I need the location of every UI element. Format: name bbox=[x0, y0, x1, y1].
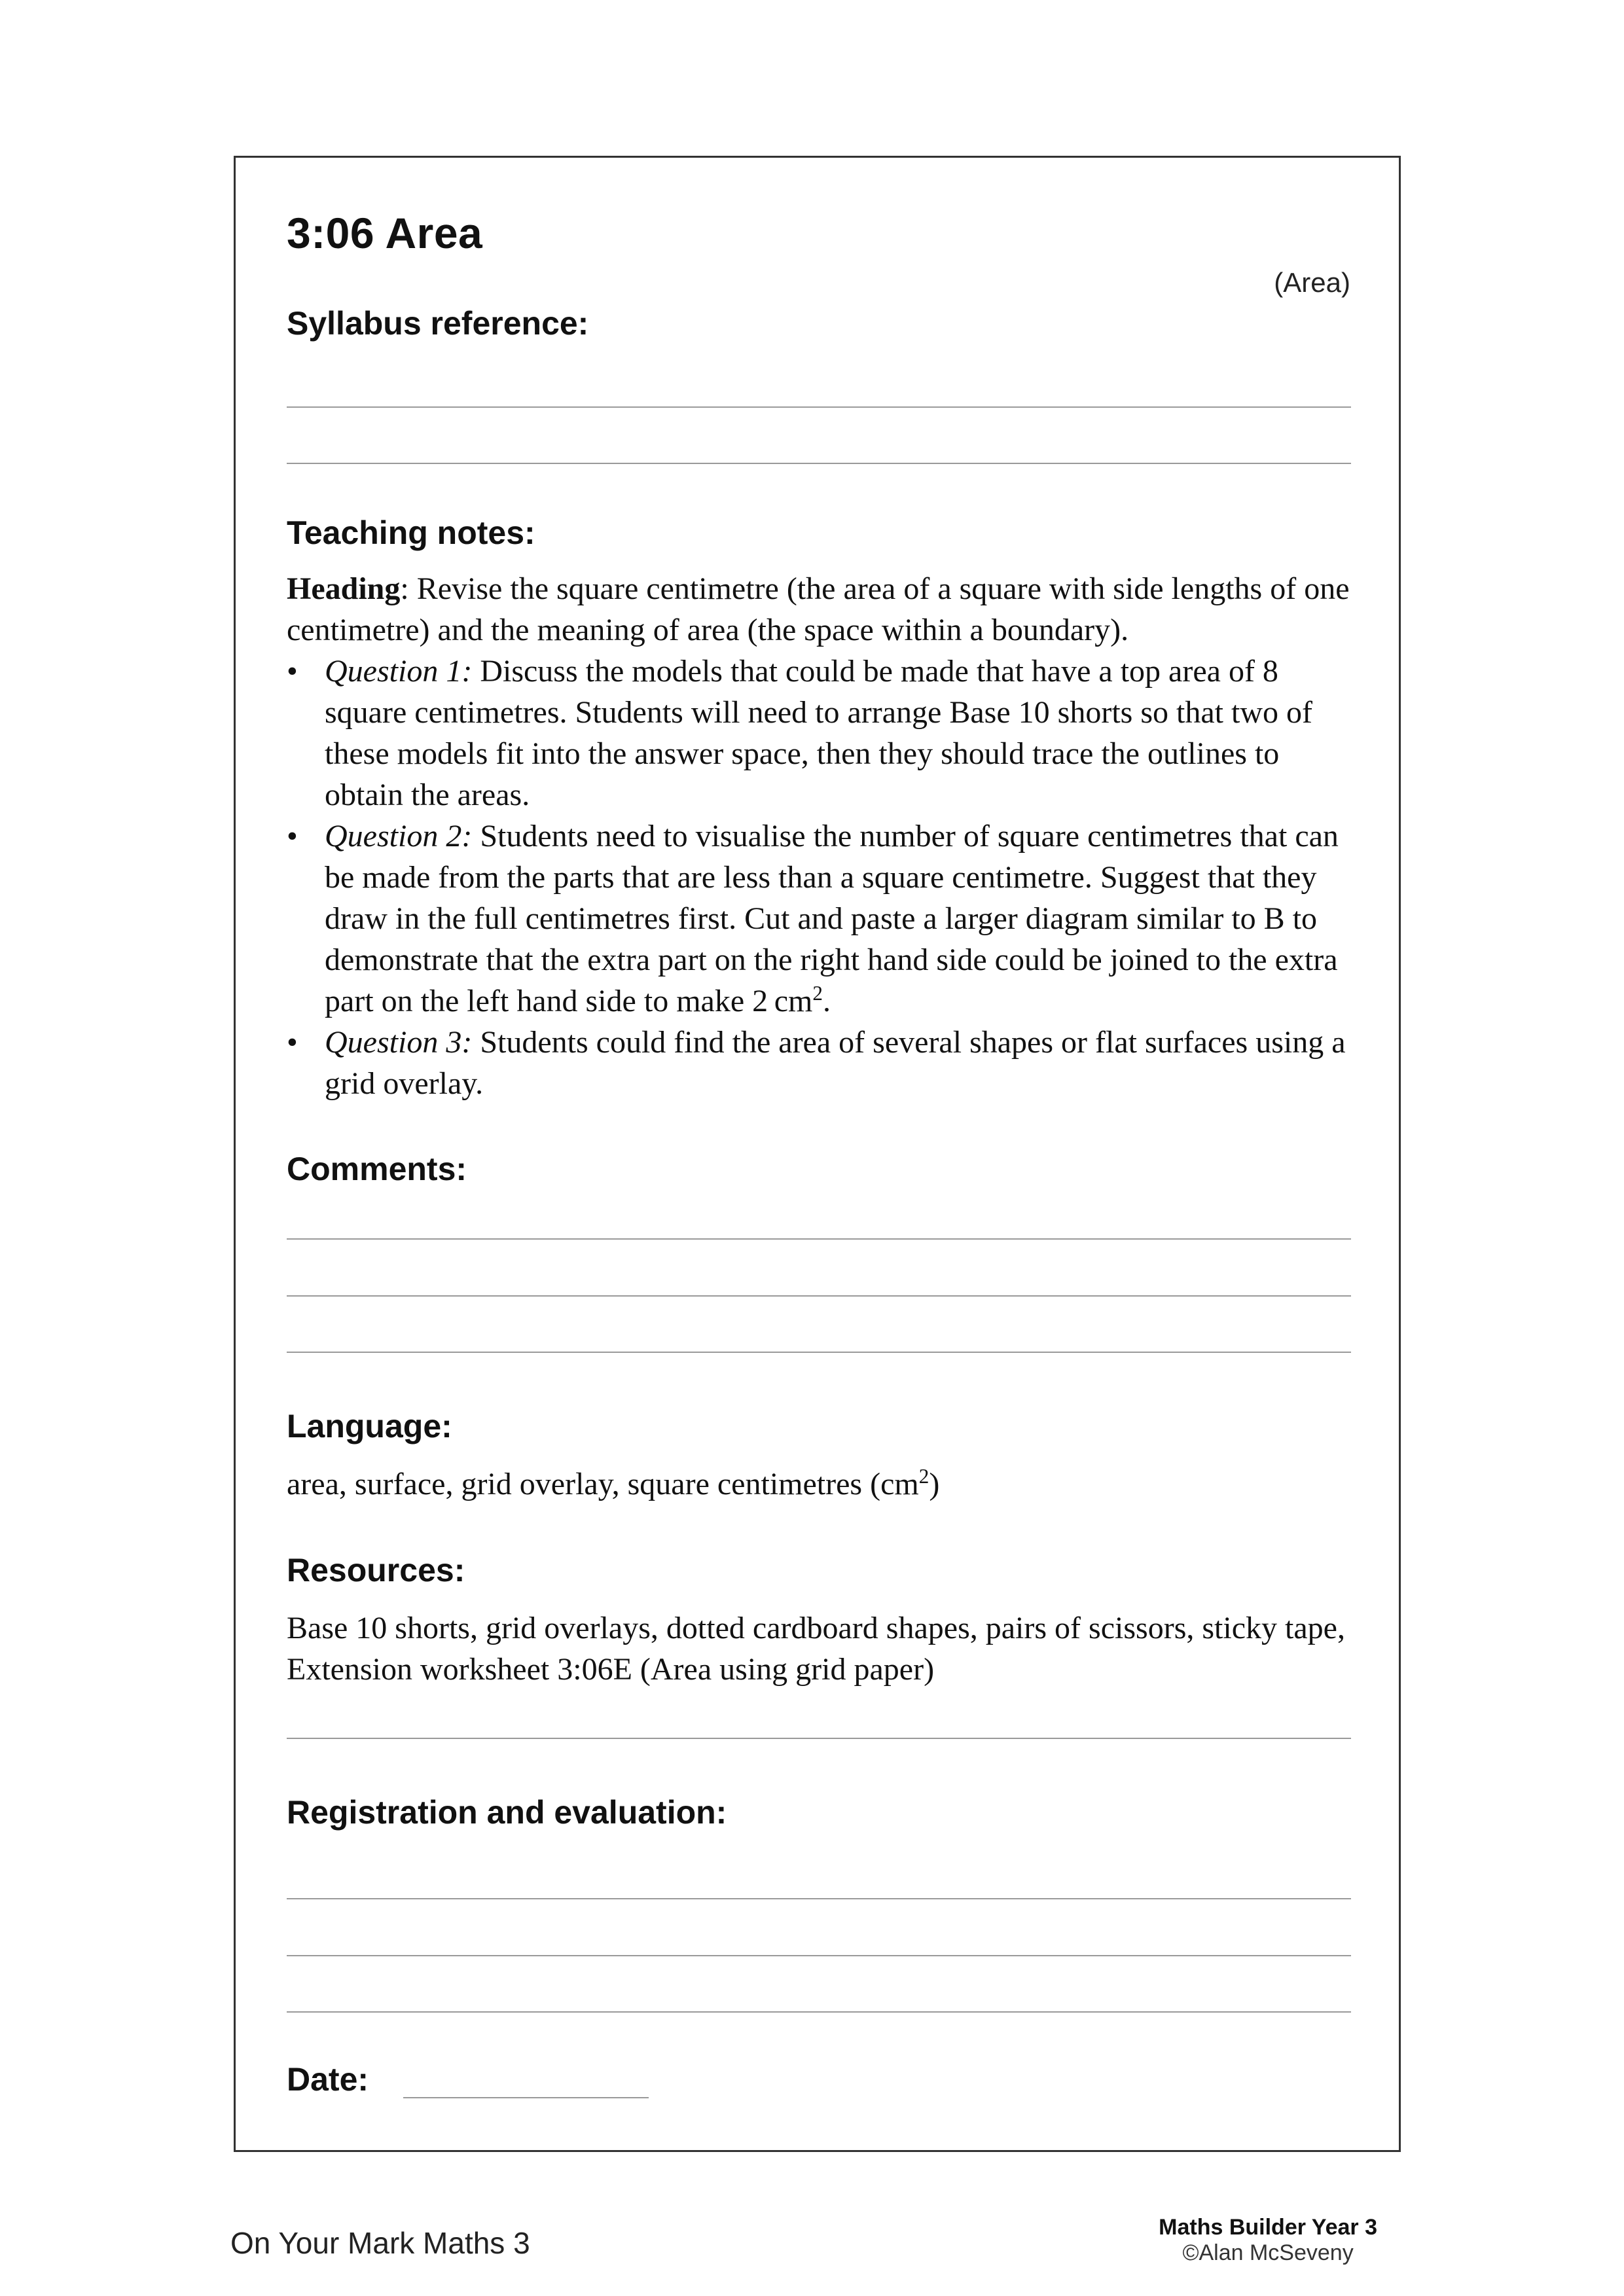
comments-line-2[interactable] bbox=[287, 1295, 1351, 1297]
syllabus-heading: Syllabus reference: bbox=[287, 305, 589, 342]
page-title: 3:06 Area bbox=[287, 209, 483, 257]
intro-text: : Revise the square centimetre (the area of a square with side lengths of one centimetre) and the meaning of area (the space within a boundary). bbox=[287, 571, 1350, 647]
question-text: Discuss the models that could be made that have a top area of 8 square centimetres. Students will need to arrange Base 10 shorts so that two of these models fit into the answer space, then they should trace the outlines to obtain the areas. bbox=[325, 654, 1312, 812]
comments-heading: Comments: bbox=[287, 1151, 467, 1187]
registration-line-3[interactable] bbox=[287, 2011, 1351, 2013]
resources-line[interactable] bbox=[287, 1738, 1351, 1739]
question-text: Students need to visualise the number of square centimetres that can be made from the parts that are less than a square centimetre. Suggest that they draw in the full centimetres first. Cut and paste a larger diagram similar to B to demonstrate that the extra part on the right hand side could be joined to the extra part on the left hand side to make 2 cm bbox=[325, 819, 1339, 1018]
question-notes-list bbox=[287, 651, 1360, 1104]
superscript: 2 bbox=[812, 981, 823, 1005]
teaching-notes-intro bbox=[287, 568, 1360, 651]
teaching-notes-body bbox=[287, 568, 1360, 1104]
bullet-icon: • bbox=[287, 654, 298, 689]
question-label: Question 3: bbox=[325, 1025, 473, 1060]
question-text-end: . bbox=[822, 984, 831, 1018]
language-heading: Language: bbox=[287, 1408, 452, 1444]
registration-heading: Registration and evaluation: bbox=[287, 1794, 727, 1831]
footer-credits bbox=[1159, 2215, 1377, 2266]
superscript: 2 bbox=[918, 1464, 929, 1488]
date-label: Date: bbox=[287, 2061, 369, 2098]
resources-text: Base 10 shorts, grid overlays, dotted cardboard shapes, pairs of scissors, sticky tape, Extension worksheet 3:06E (Area using grid paper) bbox=[287, 1611, 1345, 1687]
list-item bbox=[287, 816, 1360, 1022]
language-text bbox=[287, 1463, 1360, 1505]
registration-line-2[interactable] bbox=[287, 1955, 1351, 1956]
syllabus-line-2[interactable] bbox=[287, 463, 1351, 464]
teaching-notes-heading: Teaching notes: bbox=[287, 514, 535, 551]
registration-line-1[interactable] bbox=[287, 1898, 1351, 1899]
question-label: Question 1: bbox=[325, 654, 473, 689]
question-text: Students could find the area of several shapes or flat surfaces using a grid overlay. bbox=[325, 1025, 1346, 1101]
question-label: Question 2: bbox=[325, 819, 473, 853]
list-item bbox=[287, 651, 1360, 816]
date-field-line[interactable] bbox=[403, 2097, 649, 2098]
language-terms-end: ) bbox=[929, 1467, 940, 1501]
language-terms: area, surface, grid overlay, square centimetres (cm bbox=[287, 1467, 919, 1501]
syllabus-line-1[interactable] bbox=[287, 406, 1351, 408]
bullet-icon: • bbox=[287, 819, 298, 853]
footer-copyright: ©Alan McSeveny bbox=[1182, 2240, 1354, 2265]
comments-line-3[interactable] bbox=[287, 1352, 1351, 1353]
list-item bbox=[287, 1022, 1360, 1104]
footer-series-title: On Your Mark Maths 3 bbox=[230, 2226, 530, 2260]
comments-line-1[interactable] bbox=[287, 1238, 1351, 1240]
strand-label: (Area) bbox=[1274, 267, 1350, 298]
bullet-icon: • bbox=[287, 1025, 298, 1060]
intro-bold-label: Heading bbox=[287, 571, 401, 606]
footer-book-title: Maths Builder Year 3 bbox=[1159, 2215, 1377, 2240]
resources-heading: Resources: bbox=[287, 1552, 465, 1588]
